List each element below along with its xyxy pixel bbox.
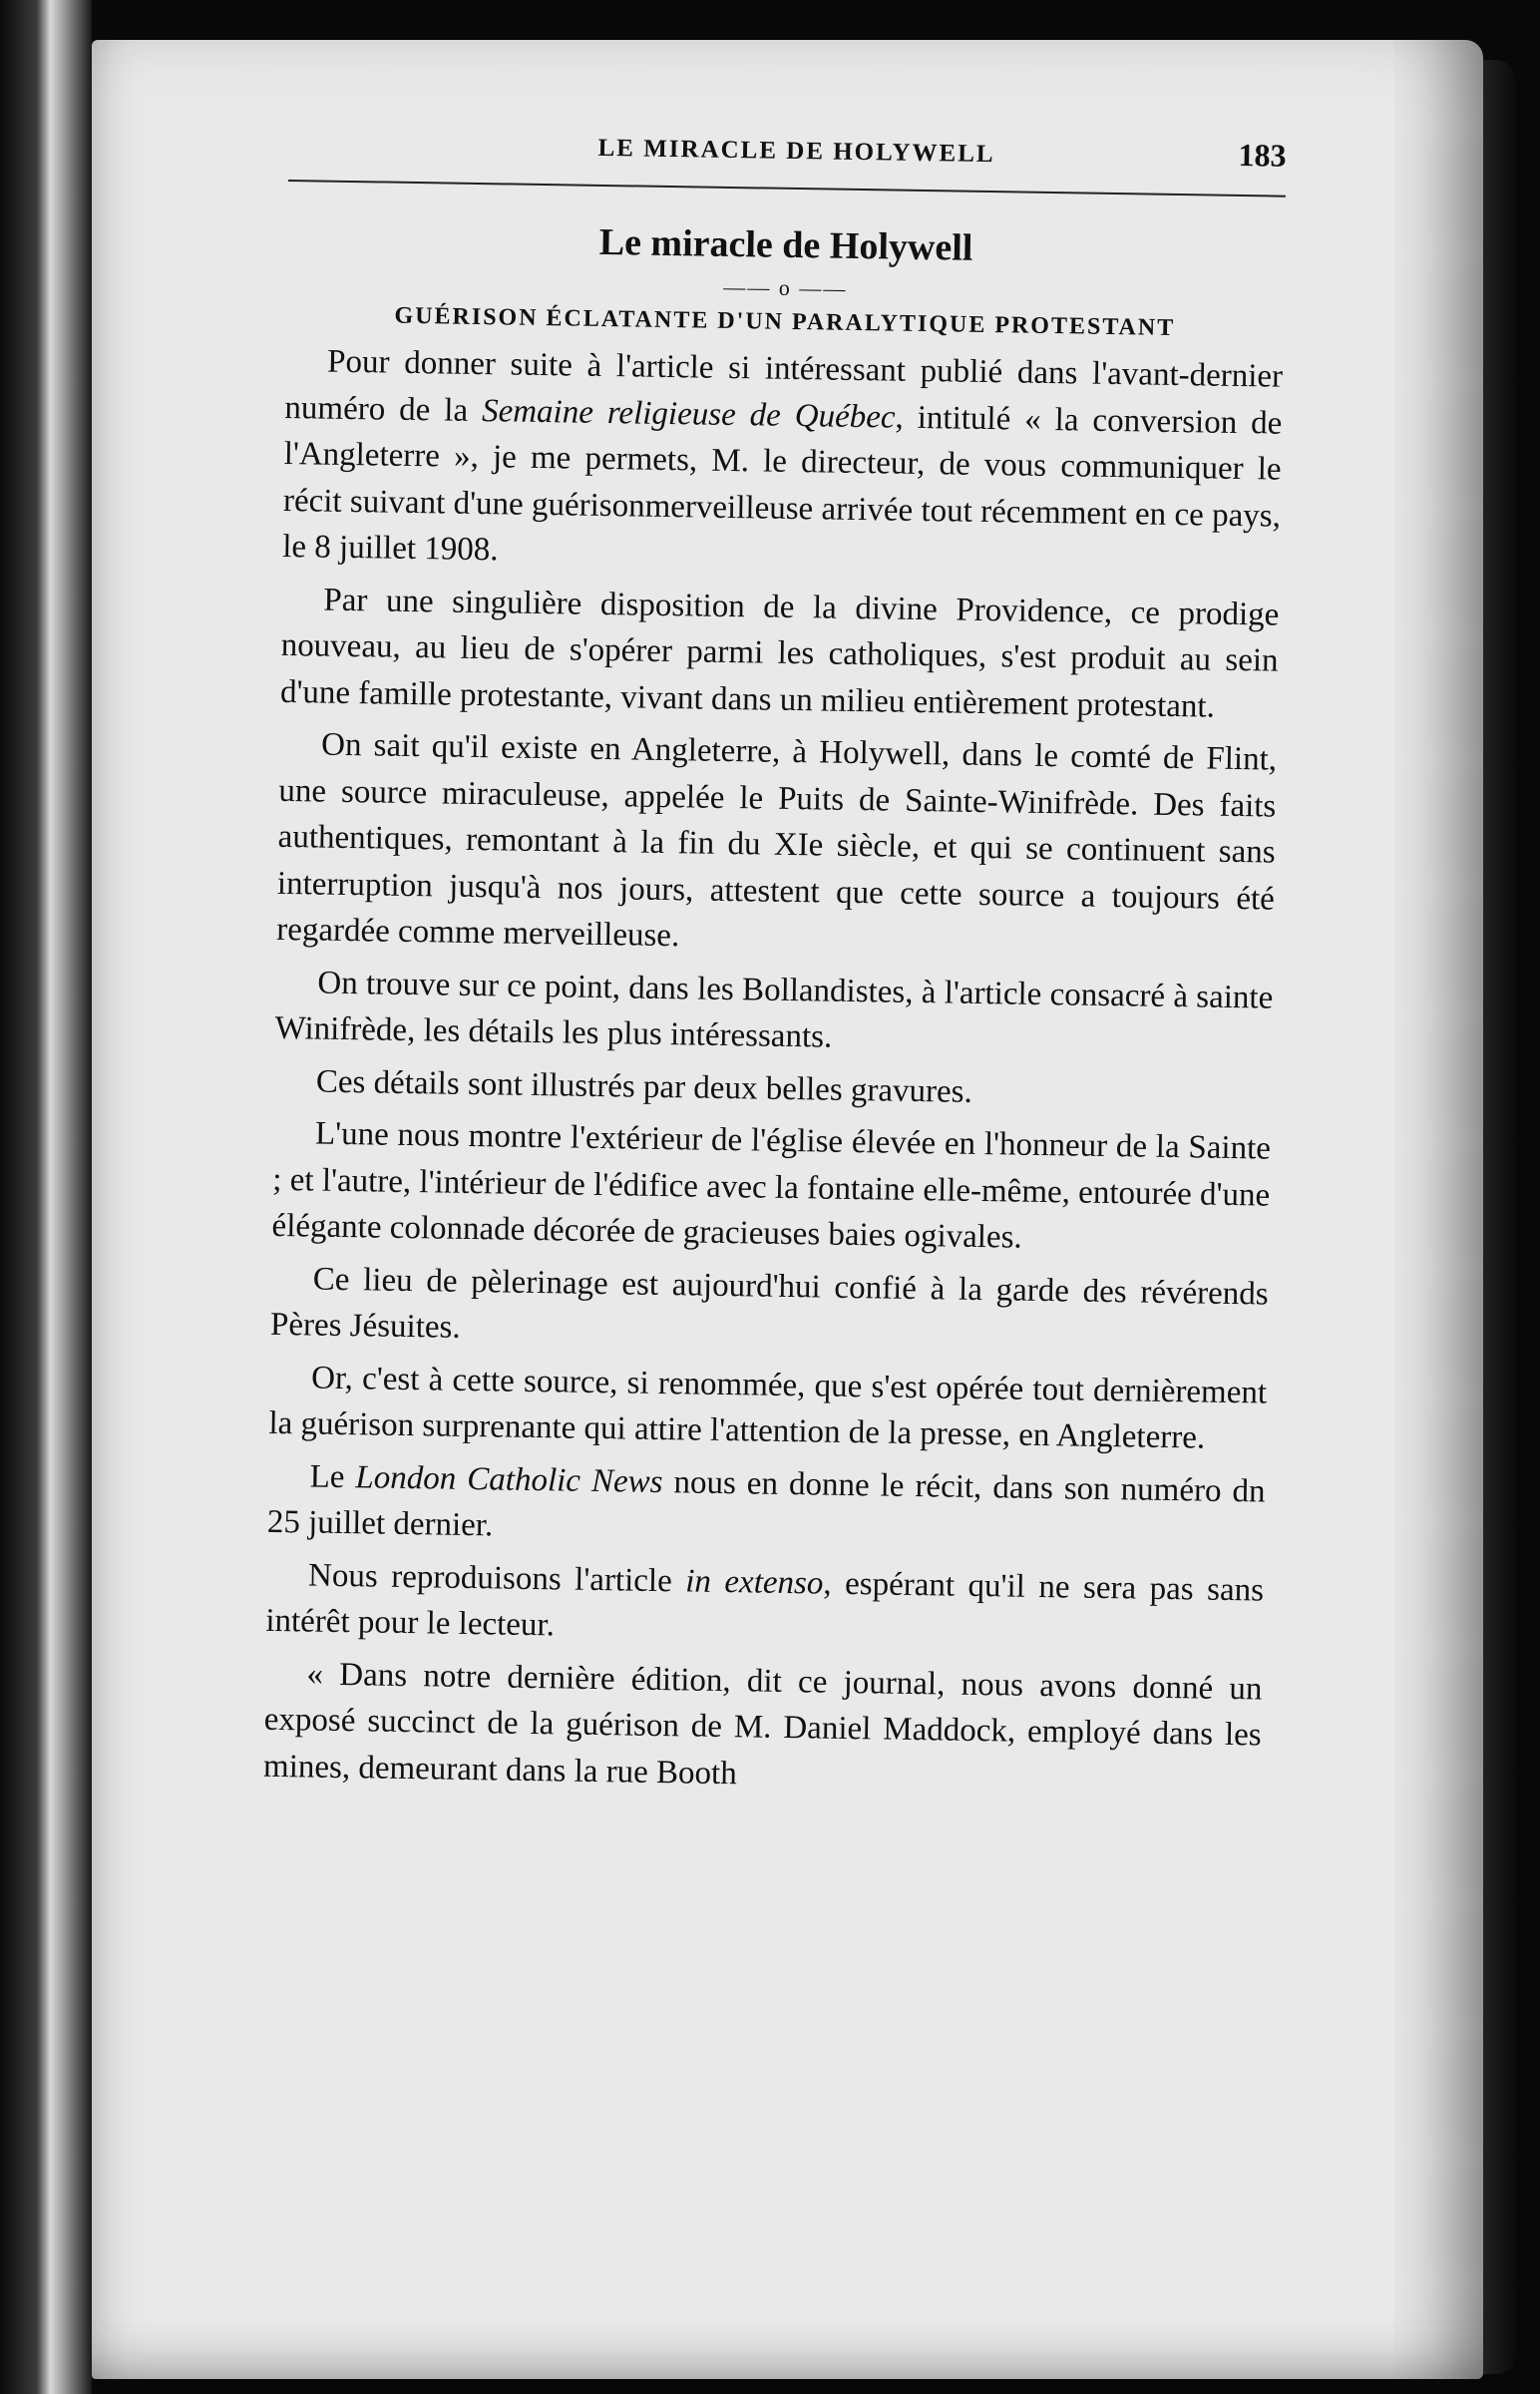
paragraph: On sait qu'il existe en Angleterre, à Holywell, dans le comté de Flint, une source miraculeuse, appelée le Puits de Sainte-Winifrède. Des faits authentiques, remontant à la fin du XIe siècle, et qui se continuent sans interruption jusqu'à nos jours, attestent que cette source a toujours été regardée comme merveilleuse. <box>275 726 1278 955</box>
paragraph: Pour donner suite à l'article si intéressant publié dans l'avant-dernier numéro de la Semaine religieuse de Québec, intitulé « la conversion de l'Angleterre », je me permets, M. le directeur, de vous communiquer le récit suivant d'une guérisonmerveilleuse arrivée tout récemment en ce pays, le 8 juillet 1908. <box>281 343 1284 569</box>
paragraph: Ce lieu de pèlerinage est aujourd'hui confié à la garde des révérends Pères Jésuites. <box>269 1261 1269 1346</box>
title-ornament: —— o —— <box>723 273 848 301</box>
paragraph: Le London Catholic News nous en donne le récit, dans son numéro dn 25 juillet dernier. <box>266 1457 1266 1544</box>
running-title: LE MIRACLE DE HOLYWELL <box>597 134 995 169</box>
paragraph: Or, c'est à cette source, si renommée, que s'est opérée tout dernièrement la guérison surprenante qui attire l'attention de la presse, en Angleterre. <box>268 1360 1268 1456</box>
article-subtitle: GUÉRISON ÉCLATANTE D'UN PARALYTIQUE PROTESTANT <box>394 302 1176 341</box>
paragraph: Ces détails sont illustrés par deux belles gravures. <box>315 1063 973 1110</box>
paragraph: L'une nous montre l'extérieur de l'église élevée en l'honneur de la Sainte ; et l'autre, l'intérieur de l'édifice avec la fontaine elle-même, entourée d'une élégante colonnade décorée de gracieuses baies ogivales. <box>271 1115 1272 1256</box>
paragraph: On trouve sur ce point, dans les Bollandistes, à l'article consacré à sainte Winifrède, les détails les plus intéressants. <box>274 965 1274 1055</box>
page-number: 183 <box>1238 136 1287 174</box>
article-title: Le miracle de Holywell <box>598 220 973 269</box>
paragraph: « Dans notre dernière édition, dit ce journal, nous avons donné un exposé succinct de la guérison de M. Daniel Maddock, employé dans les mines, demeurant dans la rue Booth <box>262 1655 1263 1792</box>
page-text <box>263 120 1287 1811</box>
paragraph: Par une singulière disposition de la divine Providence, ce prodige nouveau, au lieu de s'opérer parmi les catholiques, s'est produit au sein d'une famille protestante, vivant dans un milieu entièrement protestant. <box>279 582 1280 725</box>
paragraph: Nous reproduisons l'article in extenso, espérant qu'il ne sera pas sans intérêt pour le lecteur. <box>265 1556 1265 1644</box>
previous-page-edge <box>0 0 92 2394</box>
